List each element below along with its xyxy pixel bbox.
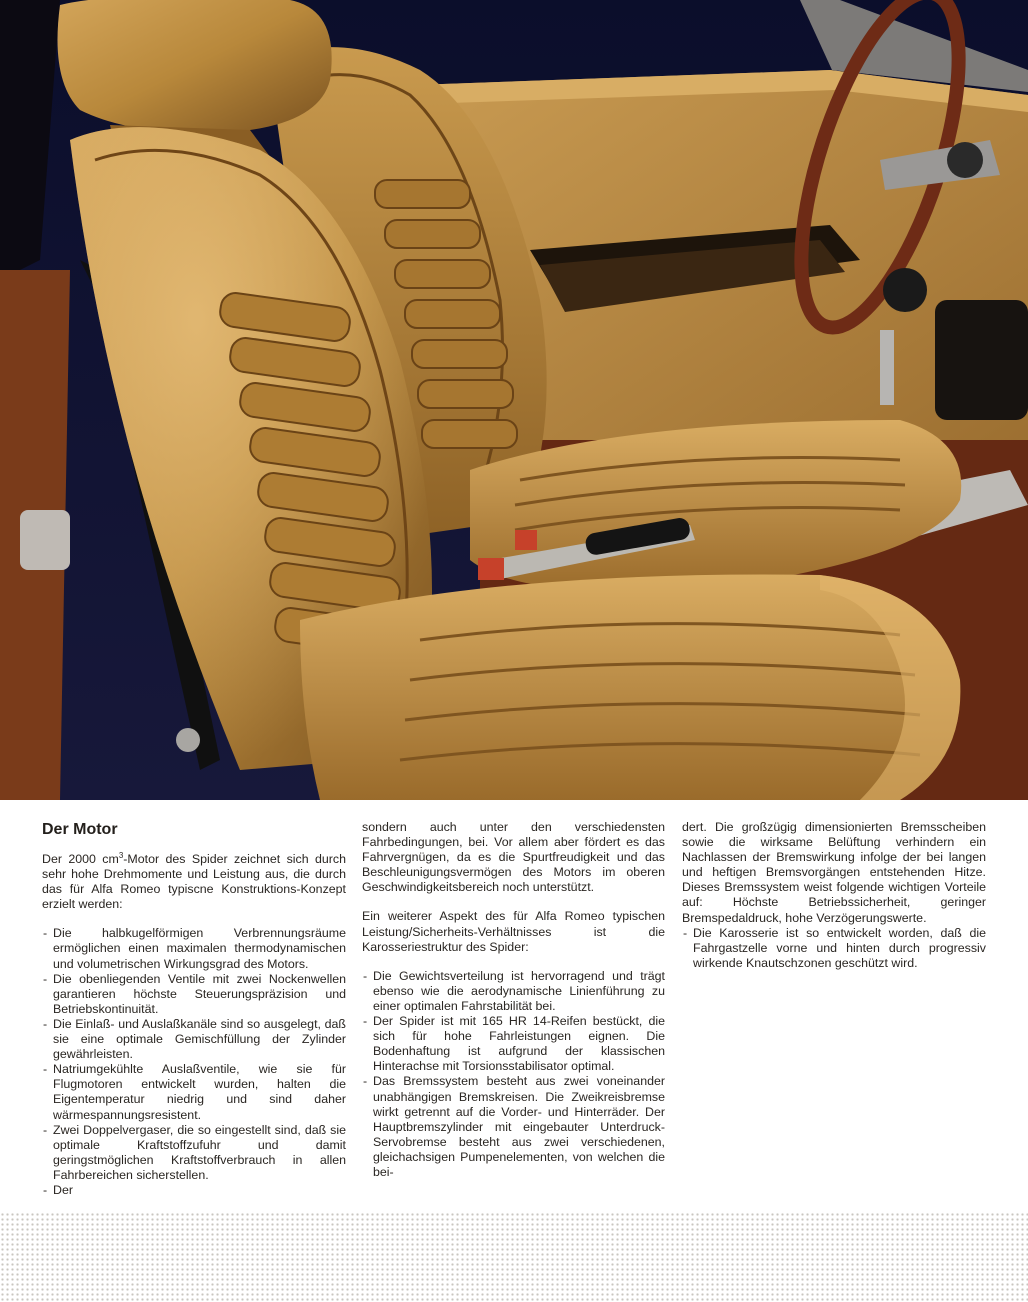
continuation-paragraph: dert. Die großzügig dimensionierten Bremsscheiben sowie die wirksame Belüftung verhindern ein Nachlassen der Bremswirkung infolge der bei langen und heftigen Bremsvorgängen entstehenden Hitze. Dieses Bremssystem weist folgende wichtigen Vorteile auf: Höchste Betriebssicherheit, geringer Bremspedaldruck, hohe Verzögerungswerte. [682, 820, 986, 925]
list-item: - Die Einlaß- und Auslaßkanäle sind so ausgelegt, daß sie eine optimale Gemischfüllung der Zylinder gewährleisten. [42, 1017, 346, 1062]
safety-intro-paragraph: Ein weiterer Aspekt des für Alfa Romeo typischen Leistung/Sicherheits-Verhältnisses ist die Karosseriestruktur des Spider: [362, 909, 665, 954]
safety-feature-list [362, 969, 665, 1180]
list-item: - Zwei Doppelvergaser, die so eingestellt sind, daß sie optimale Kraftstoffzufuhr und damit geringstmöglichen Kraftstoffverbrauch in allen Fahrbereichen sicherstellen. [42, 1123, 346, 1183]
list-item: - Die Karosserie ist so entwickelt worden, daß die Fahrgastzelle vorne und hinten durch progressiv wirkende Knautschzonen geschützt wird. [682, 926, 986, 971]
superscript-3: 3 [118, 851, 124, 860]
list-item: - Die halbkugelförmigen Verbrennungsräume ermöglichen einen maximalen thermodynamischen und volumetrischen Wirkungsgrad des Motors. [42, 926, 346, 971]
list-item: - Der [42, 1183, 346, 1198]
list-item: - Die obenliegenden Ventile mit zwei Nockenwellen garantieren höchste Steuerungspräzision und Betriebskontinuität. [42, 972, 346, 1017]
text-column-3 [682, 820, 986, 985]
intro-paragraph [42, 852, 346, 912]
section-heading: Der Motor [42, 821, 118, 838]
text-column-2 [362, 820, 665, 1194]
list-item: - Der Spider ist mit 165 HR 14-Reifen bestückt, die sich für hohe Fahrleistungen eignen. Die Bodenhaftung ist aufgrund der klassischen Hinterachse mit Torsionsstabilisator optimal. [362, 1014, 665, 1074]
engine-feature-list [42, 926, 346, 1198]
continuation-paragraph: sondern auch unter den verschiedensten Fahrbedingungen, bei. Vor allem aber fördert es das Fahrvergnügen, da es die Spurtfreudigkeit und das Beschleunigungsvermögen des Motors im oberen Geschwindigkeitsbereich noch unterstützt. [362, 820, 665, 895]
text-column-1 [42, 820, 346, 1212]
intro-text-end: -Motor des Spider zeichnet sich durch sehr hohe Drehmomente und Leistung aus, die durch das für Alfa Romeo typiscne Konstruktions-Konzept erzielt werden: [42, 852, 346, 912]
body-feature-list [682, 926, 986, 971]
intro-text-start: Der 2000 cm [42, 852, 119, 866]
list-item: - Natriumgekühlte Auslaßventile, wie sie für Flugmotoren entwickelt wurden, halten die Eigentemperatur niedrig und sind daher wärmespannungsresistent. [42, 1062, 346, 1122]
list-item: - Das Bremssystem besteht aus zwei voneinander unabhängigen Bremskreisen. Die Zweikreisbremse wirkt getrennt auf die Vorder- und Hinterräder. Der Hauptbremszylinder mit eingebauter Unterdruck-Servobremse besteht aus zwei verschiedenen, gleichachsigen Pumpenelementen, von welchen die bei- [362, 1074, 665, 1180]
halftone-strip [0, 1212, 1028, 1302]
list-item: - Die Gewichtsverteilung ist hervorragend und trägt ebenso wie die aerodynamische Linienführung zu einer optimalen Fahrstabilität bei. [362, 969, 665, 1014]
